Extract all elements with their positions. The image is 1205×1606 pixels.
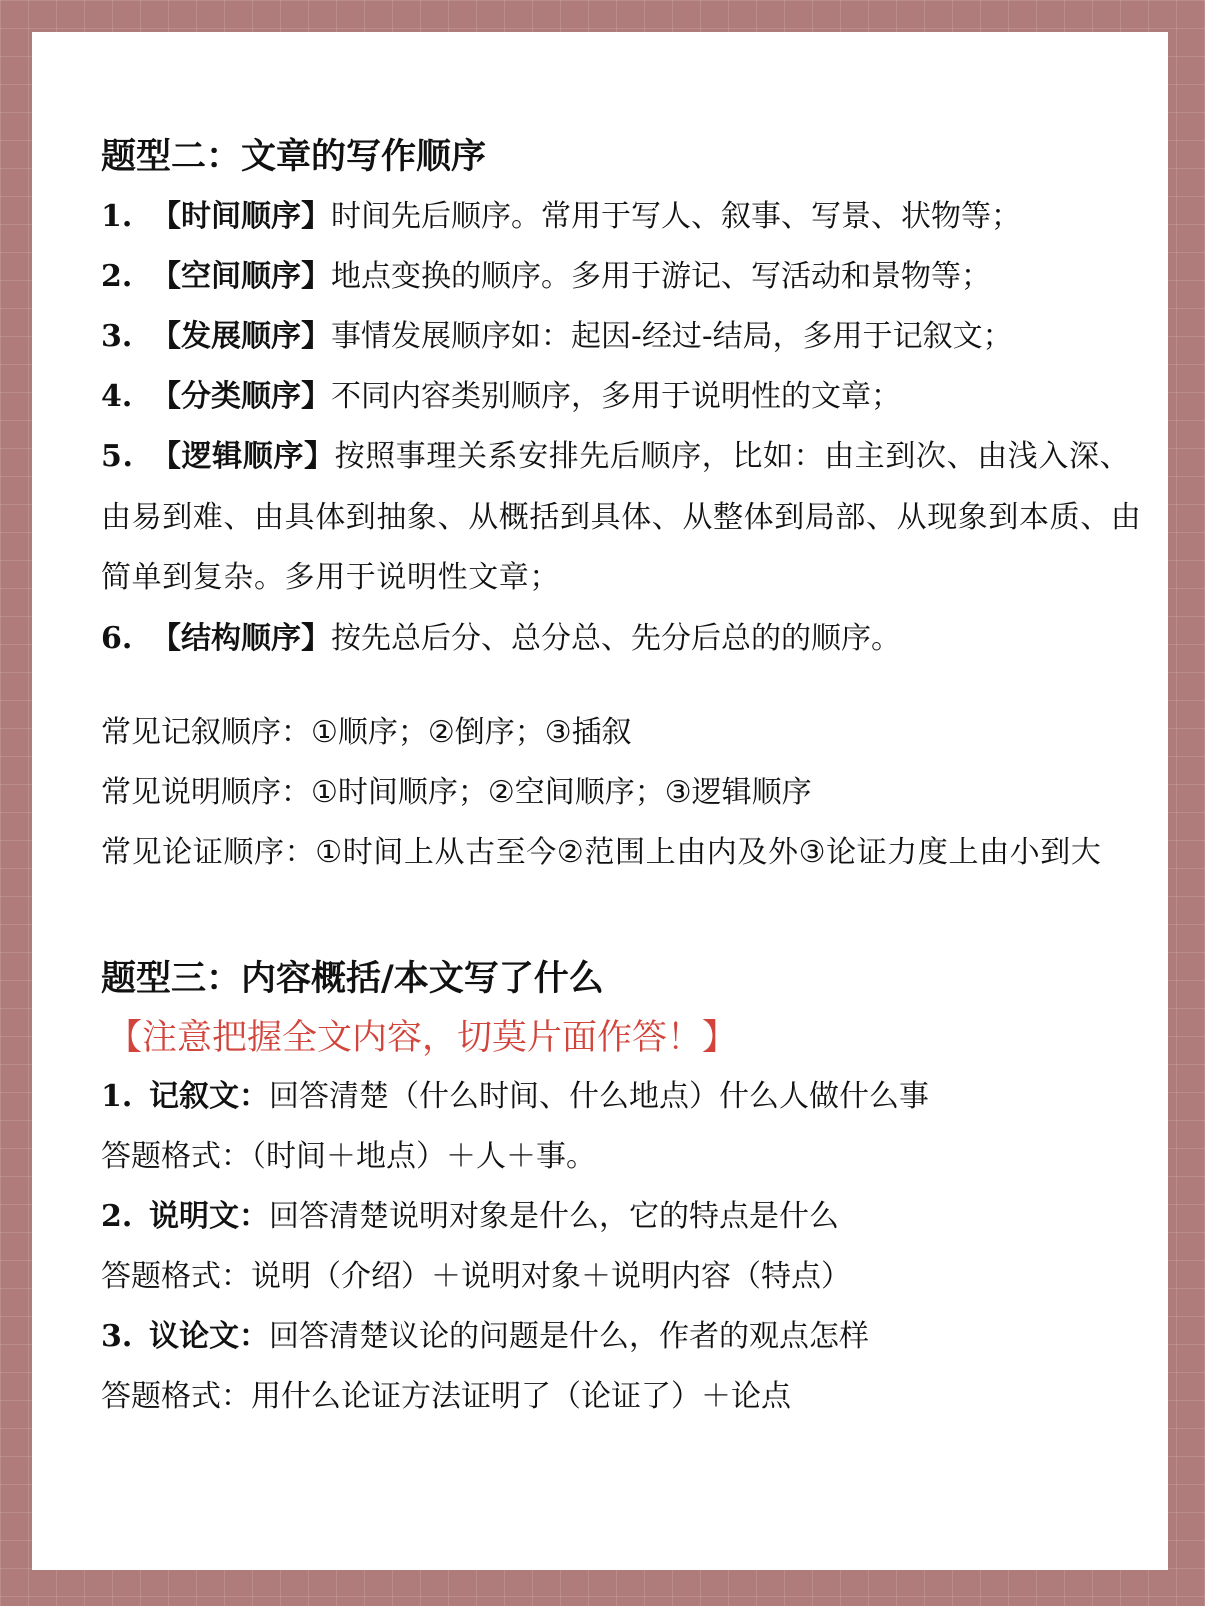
common-order-expository: 常见说明顺序：①时间顺序；②空间顺序；③逻辑顺序 (101, 774, 812, 810)
item-term: 【分类顺序】 (151, 379, 331, 414)
item-text: 回答清楚议论的问题是什么，作者的观点怎样 (269, 1319, 869, 1354)
item-number: 3. (101, 319, 133, 354)
item-text: 时间先后顺序。常用于写人、叙事、写景、状物等； (331, 199, 1021, 234)
item-text: 按照事理关系安排先后顺序，比如：由主到次、由浅入深、由易到难、由具体到抽象、从概括到具体、从整体到局部、从现象到本质、由简单到复杂。多用于说明性文章； (101, 439, 1142, 595)
item-number: 2. (101, 259, 133, 294)
item-text: 不同内容类别顺序，多用于说明性的文章； (331, 379, 901, 414)
spacer (101, 669, 1151, 703)
item-number: 4. (101, 379, 133, 414)
content (101, 127, 1151, 1427)
item-term: 记叙文： (149, 1079, 269, 1114)
item-text: 地点变换的顺序。多用于游记、写活动和景物等； (331, 259, 991, 294)
item-term: 【逻辑顺序】 (151, 439, 335, 474)
item-text: 按先总后分、总分总、先分后总的的顺序。 (331, 620, 901, 656)
item-term: 说明文： (149, 1199, 269, 1234)
item-number: 3. (101, 1319, 133, 1354)
item-term: 议论文： (149, 1319, 269, 1354)
item-text: 回答清楚（什么时间、什么地点）什么人做什么事 (269, 1079, 929, 1114)
section2-title: 题型二：文章的写作顺序 (101, 137, 487, 177)
answer-format: 答题格式：（时间＋地点）＋人＋事。 (101, 1139, 596, 1174)
list-item (101, 1067, 1151, 1127)
list-item (101, 427, 1151, 609)
spacer (101, 883, 1151, 949)
item-number: 1. (101, 199, 133, 234)
item-number: 6. (101, 620, 133, 656)
item-term: 【时间顺序】 (151, 199, 331, 234)
answer-format: 答题格式：用什么论证方法证明了（论证了）＋论点 (101, 1379, 791, 1414)
item-text: 事情发展顺序如：起因-经过-结局，多用于记叙文； (331, 319, 1013, 354)
item-term: 【空间顺序】 (151, 259, 331, 294)
list-item (101, 609, 1151, 669)
common-order-narrative: 常见记叙顺序：①顺序；②倒序；③插叙 (101, 714, 632, 750)
list-item (101, 367, 1151, 427)
item-term: 【结构顺序】 (151, 620, 331, 656)
common-order-argument: 常见论证顺序：①时间上从古至今②范围上由内及外③论证力度上由小到大 (101, 834, 1102, 870)
item-number: 2. (101, 1199, 133, 1234)
item-number: 1. (101, 1079, 133, 1114)
list-item (101, 247, 1151, 307)
list-item (101, 307, 1151, 367)
list-item (101, 1187, 1151, 1247)
item-text: 回答清楚说明对象是什么，它的特点是什么 (269, 1199, 839, 1234)
attention-note: 【注意把握全文内容，切莫片面作答！】 (107, 1018, 738, 1058)
item-term: 【发展顺序】 (151, 319, 331, 354)
paper-card (32, 32, 1168, 1570)
list-item (101, 187, 1151, 247)
list-item (101, 1307, 1151, 1367)
item-number: 5. (101, 439, 134, 474)
answer-format: 答题格式：说明（介绍）＋说明对象＋说明内容（特点） (101, 1259, 851, 1294)
section3-title: 题型三：内容概括/本文写了什么 (101, 959, 604, 999)
